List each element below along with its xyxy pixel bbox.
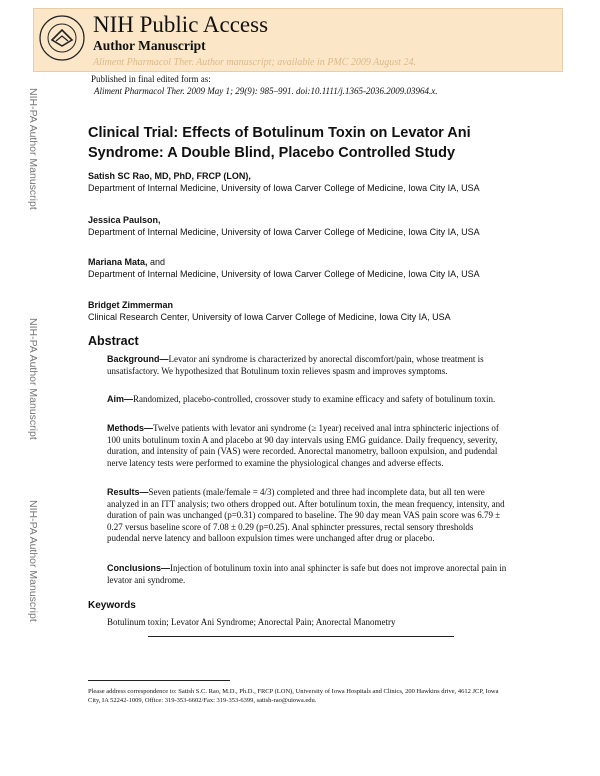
banner-citation: Aliment Pharmacol Ther. Author manuscript; available in PMC 2009 August 24. [93, 57, 416, 68]
nih-seal-icon [38, 10, 86, 68]
side-label-top: NIH-PA Author Manuscript [27, 88, 39, 210]
section-label: Results— [107, 487, 149, 497]
banner-subtitle: Author Manuscript [93, 38, 206, 53]
author-affiliation: Clinical Research Center, University of Iowa Carver College of Medicine, Iowa City IA, USA [88, 311, 451, 322]
section-text: Seven patients (male/female = 4/3) completed and three had incomplete data, but all ten were analyzed in an ITT analysis; two others dropped out. After botulinum toxin, the mean frequency, intensity, and duration of pain was unchanged (p=0.31) compared to baseline. The 90 day mean VAS pain score was 6.79 ± 0.27 versus baseline score of 7.08 ± 0.29 (p=0.25). Anal sphincter pressures, rectal sensory thresholds pudendal nerve latency and balloon expulsion times were unchanged after drug or placebo. [107, 487, 505, 543]
author-block [88, 257, 518, 280]
abstract-conclusions [107, 563, 507, 586]
published-citation: Aliment Pharmacol Ther. 2009 May 1; 29(9): 985–991. doi:10.1111/j.1365-2036.2009.03964.x. [94, 86, 438, 96]
section-label: Background— [107, 354, 169, 364]
author-block [88, 215, 518, 238]
abstract-aim [107, 394, 507, 406]
author-name: Jessica Paulson, [88, 215, 161, 225]
author-block [88, 171, 518, 194]
author-name: Bridget Zimmerman [88, 300, 174, 310]
author-affiliation: Department of Internal Medicine, University of Iowa Carver College of Medicine, Iowa City IA, USA [88, 268, 480, 279]
section-text: Injection of botulinum toxin into anal sphincter is safe but does not improve anorectal pain in levator ani syndrome. [107, 563, 507, 585]
author-name: Satish SC Rao, MD, PhD, FRCP (LON), [88, 171, 251, 181]
correspondence-footnote: Please address correspondence to: Satish S.C. Rao, M.D., Ph.D., FRCP (LON), University of Iowa Hospitals and Clinics, 200 Hawkins drive, 4612 JCP, Iowa City, IA 52242-1009, Office: 319-353-6602/Fax: 319-353-6399, satish-rao@uiowa.edu. [88, 688, 499, 704]
side-label-bottom: NIH-PA Author Manuscript [27, 500, 39, 622]
side-label-middle: NIH-PA Author Manuscript [27, 318, 39, 440]
abstract-methods [107, 423, 507, 469]
author-affiliation: Department of Internal Medicine, University of Iowa Carver College of Medicine, Iowa City IA, USA [88, 226, 480, 237]
section-text: Randomized, placebo-controlled, crossover study to examine efficacy and safety of botulinum toxin. [133, 394, 496, 404]
footnote-divider [88, 680, 230, 681]
author-block [88, 300, 518, 323]
keywords-heading: Keywords [88, 600, 136, 611]
section-text: Twelve patients with levator ani syndrome (≥ 1year) received anal intra sphincteric injections of 100 units botulinum toxin A and placebo at 90 day intervals using EMG guidance. Daily frequency, severity, duration, and intensity of pain (VAS) were recorded. Anorectal manometry, balloon expulsion, and pudendal nerve latency tests were performed to examine the physiological changes and adverse effects. [107, 423, 499, 468]
section-label: Aim— [107, 394, 134, 404]
author-name-suffix: and [147, 257, 166, 267]
section-label: Conclusions— [107, 563, 171, 573]
author-name: Mariana Mata, [88, 257, 148, 267]
published-note: Published in final edited form as: [91, 74, 211, 84]
abstract-heading: Abstract [88, 334, 139, 348]
article-title: Clinical Trial: Effects of Botulinum Toxin on Levator Ani Syndrome: A Double Blind, Placebo Controlled Study [88, 125, 471, 161]
author-affiliation: Department of Internal Medicine, University of Iowa Carver College of Medicine, Iowa City IA, USA [88, 182, 480, 193]
abstract-background [107, 354, 507, 377]
keywords-list: Botulinum toxin; Levator Ani Syndrome; Anorectal Pain; Anorectal Manometry [107, 617, 396, 627]
section-label: Methods— [107, 423, 153, 433]
banner-title: NIH Public Access [93, 12, 269, 37]
abstract-results [107, 487, 507, 545]
section-text: Levator ani syndrome is characterized by anorectal discomfort/pain, whose treatment is unsatisfactory. We hypothesized that Botulinum toxin relieves spasm and improves symptoms. [107, 354, 484, 376]
keywords-divider [148, 636, 454, 637]
